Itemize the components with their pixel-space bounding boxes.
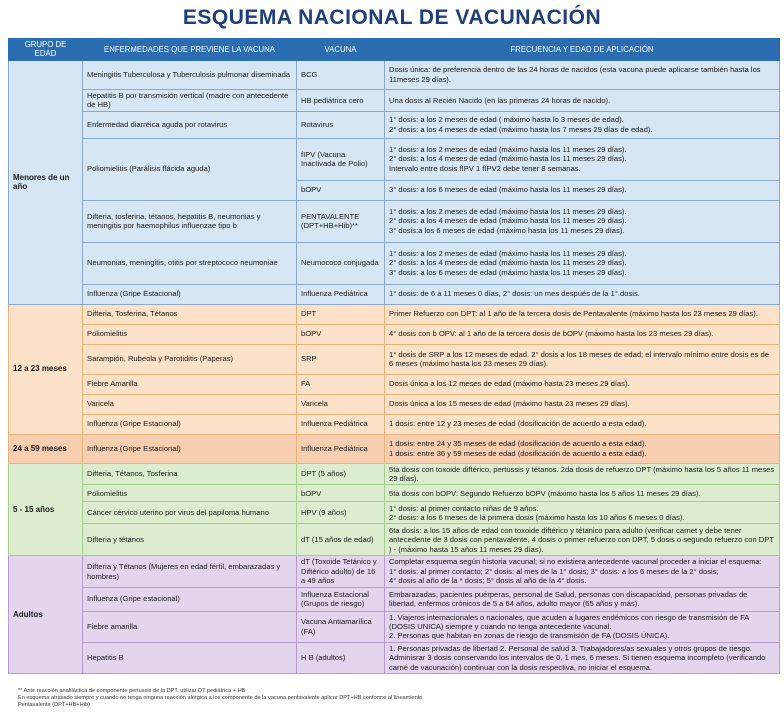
vaccine-cell: Neumococo conjugada <box>297 242 385 284</box>
table-row <box>9 524 780 556</box>
vaccine-cell: Vacuna Antiamarílica (FA) <box>297 611 385 642</box>
table-row <box>9 434 780 463</box>
frequency-cell: 3° dosis: a los 6 meses de edad (máximo hasta los 11 meses 29 días). <box>385 180 780 200</box>
vaccine-cell: FA <box>297 374 385 394</box>
frequency-cell: 1 dosis: entre 24 y 35 meses de edad (dosificación de acuerdo a esta edad). 1 dosis: entre 36 y 59 meses de edad (dosificación de acuerdo a esta edad). <box>385 434 780 463</box>
age-group-under-one: Menores de un año <box>9 60 83 304</box>
table-row <box>9 611 780 642</box>
table-row <box>9 374 780 394</box>
table-row <box>9 242 780 284</box>
disease-cell: Varicela <box>83 394 297 414</box>
vaccine-cell: bOPV <box>297 180 385 200</box>
frequency-cell: 6ta dosis: a los 15 años de edad con toxoide diftérico y tétanico para adulto (verificar carnet y debe tener antecedente de 3 dosis con pentavalente, 4 dosis o primer refuerzo con DPT, 5 dosis o segundo refuerzo con DPT ) - (máximo hasta 15 años 11 meses 29 días). <box>385 524 780 556</box>
header-diseases: ENFERMEDADES QUE PREVIENE LA VACUNA <box>83 39 297 61</box>
frequency-cell: 1° dosis: al primer contacto niñas de 9 años. 2° dosis: a los 6 meses de la primera dosis (máximo hasta los 10 años 6 meses 0 días). <box>385 502 780 524</box>
disease-cell: Enfermedad diarréica aguda por rotavirus <box>83 111 297 138</box>
frequency-cell: 5ta dosis con bOPV: Segundo Refuerzo bOPV (máximo hasta los 5 años 11 meses 29 días). <box>385 485 780 502</box>
frequency-cell: Dosis única a los 15 meses de edad (máximo hasta 23 meses 29 días). <box>385 394 780 414</box>
table-row <box>9 304 780 324</box>
disease-cell: Sarampión, Rubeola y Parotiditis (Paperas) <box>83 344 297 374</box>
frequency-cell: Dosis única: de preferencia dentro de las 24 horas de nacidos (esta vacuna puede aplicarse también hasta los 11meses 29 días). <box>385 60 780 89</box>
vaccine-cell: dT (Toxoide Tetánico y Diftérico adulto) de 16 a 49 años <box>297 556 385 587</box>
disease-cell: Difteria, Tosferina, Tétanos <box>83 304 297 324</box>
header-age-group: GRUPO DE EDAD <box>9 39 83 61</box>
table-row <box>9 89 780 111</box>
disease-cell: Cáncer cérvico uterino por virus del papiloma humano <box>83 502 297 524</box>
vaccine-cell: Rotavirus <box>297 111 385 138</box>
frequency-cell: 4° dosis con b OPV: al 1 año de la tercera dosis de bOPV (máximo hasta los 23 meses 29 días). <box>385 324 780 344</box>
table-row <box>9 502 780 524</box>
vaccine-cell: Influenza Pediátrica <box>297 434 385 463</box>
vaccination-table <box>8 38 780 674</box>
table-row <box>9 485 780 502</box>
frequency-cell: Dosis única a los 12 meses de edad (máximo hasta 23 meses 29 días). <box>385 374 780 394</box>
vaccine-cell: Influenza Estacional (Grupos de riesgo) <box>297 587 385 611</box>
age-group-5-15-years: 5 - 15 años <box>9 463 83 556</box>
disease-cell: Difteria y tétanos <box>83 524 297 556</box>
table-row <box>9 324 780 344</box>
age-group-adults: Adultos <box>9 556 83 674</box>
disease-cell: Fiebre amarilla <box>83 611 297 642</box>
footnote: En esquema atrasado siempre y cuando no tenga ninguna reacción alérgica a los componente de la vacuna pentavalente aplicar DPT+HB conforme al lineamiento <box>18 695 423 701</box>
table-row <box>9 111 780 138</box>
header-frequency: FRECUENCIA Y EDAD DE APLICACIÓN <box>385 39 780 61</box>
disease-cell: Neumonias, meningitis, otitis por streptococo neumoniae <box>83 242 297 284</box>
vaccine-cell: SRP <box>297 344 385 374</box>
frequency-cell: 1° dosis: a los 2 meses de edad (máximo hasta los 11 meses 29 días). 2° dosis: a los 4 meses de edad (máximo hasta los 11 meses 29 días). 3° dosis: a los 6 meses de edad (máximo hasta los 11 meses 29 días). <box>385 242 780 284</box>
vaccine-cell: DPT (5 años) <box>297 463 385 485</box>
vaccine-cell: Influenza Pediátrica <box>297 414 385 434</box>
table-row <box>9 138 780 180</box>
vaccine-cell: H B (adultos) <box>297 642 385 673</box>
frequency-cell: Embarazadas, pacientes puérperas, personal de Salud, personas con discapacidad, personas privadas de libertad, enfermos crónicos de 5 a 64 años, adulto mayor (65 años y más). <box>385 587 780 611</box>
age-group-24-59-months: 24 a 59 meses <box>9 434 83 463</box>
page-title: ESQUEMA NACIONAL DE VACUNACIÓN <box>182 6 602 29</box>
frequency-cell: 1° dosis de SRP a los 12 meses de edad. 2° dosis a los 18 meses de edad; el intervalo mínimo entre dosis es de 6 meses (máximo hasta los 23 meses 29 días). <box>385 344 780 374</box>
frequency-cell: 1° dosis: a los 2 meses de edad (máximo hasta los 11 meses 29 días). 2° dosis: a los 4 meses de edad (máximo hasta los 11 meses 29 días). Intervalo entre dosis fIPV 1 fIPV2 debe tener 8 semanas. <box>385 138 780 180</box>
table-row <box>9 284 780 304</box>
frequency-cell: Primer Refuerzo con DPT: al 1 año de la tercera dosis de Pentavalente (máximo hasta los 23 meses 29 días). <box>385 304 780 324</box>
table-header-row <box>9 39 780 61</box>
disease-cell: Influenza (Gripe Estacional) <box>83 284 297 304</box>
frequency-cell: Completar esquema según historia vacunal; si no existiera antecedente vacunal proceder a iniciar el esquema: 1° dosis: al primer contacto; 2° dosis: al mes de la 1° dosis; 3° dosis: a los 6 meses de la 2° dosis; 4° dosis al año de la * dosis; 5° dosis al año de la 4° dosis. <box>385 556 780 587</box>
footnote: Pentavalente (DPT+HB+Hib) <box>18 702 90 708</box>
disease-cell: Difteria, tosferina, tétanos, hepatitis B, neumonias y meningitis por haemophilus influenzae tipo b <box>83 200 297 242</box>
footnote: ** Ante reacción anafiláctica de componente pertussis de la DPT, utilizar DT pediátrica + HB <box>18 688 246 694</box>
vaccine-cell: DPT <box>297 304 385 324</box>
table-row <box>9 200 780 242</box>
header-vaccine: VACUNA <box>297 39 385 61</box>
vaccine-cell: fIPV (Vacuna Inactivada de Polio) <box>297 138 385 180</box>
table-row <box>9 556 780 587</box>
vaccine-cell: PENTAVALENTE (DPT+HB+Hib)** <box>297 200 385 242</box>
frequency-cell: 1. Viajeros internacionales o nacionales, que acuden a lugares endémicos con riesgo de transmisión de FA (DOSIS UNICA) siempre y cuando no tenga antecedente vacunal. 2. Personas que habitan en zonas de riesgo de transmisión de FA (DOSIS ÚNICA). <box>385 611 780 642</box>
disease-cell: Meningitis Tuberculosa y Tuberculosis pulmonar diseminada <box>83 60 297 89</box>
vaccine-cell: BCG <box>297 60 385 89</box>
disease-cell: Influenza (Gripe estacional) <box>83 587 297 611</box>
frequency-cell: 5ta dosis con toxoide diftérico, pertussis y tétanos. 2da dosis de refuerzo DPT (máximo hasta los 5 años 11 meses 29 días). <box>385 463 780 485</box>
vaccine-cell: Varicela <box>297 394 385 414</box>
table-row <box>9 60 780 89</box>
table-row <box>9 642 780 673</box>
disease-cell: Poliomielitis <box>83 485 297 502</box>
table-row <box>9 394 780 414</box>
disease-cell: Poliomielitis <box>83 324 297 344</box>
disease-cell: Hepatitis B por transmisión vertical (madre con antecedente de HB) <box>83 89 297 111</box>
disease-cell: Influenza (Gripe Estacional) <box>83 414 297 434</box>
vaccine-cell: Influenza Pediátrica <box>297 284 385 304</box>
disease-cell: Difteria, Tétanos, Tosferina <box>83 463 297 485</box>
frequency-cell: 1° dosis: de 6 a 11 meses 0 días, 2° dosis: un mes después de la 1° dosis. <box>385 284 780 304</box>
vaccine-cell: bOPV <box>297 485 385 502</box>
disease-cell: Fiebre Amarilla <box>83 374 297 394</box>
frequency-cell: 1° dosis: a los 2 meses de edad ( máximo hasta lo 3 meses de edad). 2° dosis: a los 4 meses de edad (máximo hasta los 7 meses 29 días de edad). <box>385 111 780 138</box>
disease-cell: Difteria y Tétanos (Mujeres en edad fértil, embarazadas y hombres) <box>83 556 297 587</box>
age-group-12-23-months: 12 a 23 meses <box>9 304 83 434</box>
frequency-cell: 1 dosis: entre 12 y 23 meses de edad (dosificación de acuerdo a esta edad). <box>385 414 780 434</box>
frequency-cell: 1. Personas privadas de libertad 2. Personal de salud 3. Trabajadores/as sexuales y otros grupos de riesgo. Adminisrar 3 dosis conservando los intervalos de 0, 1 mes, 6 meses. Si tienen esquema incompleto (verificando carné de vacunación) continuar con la dosis respectiva, no iniciar el esquema. <box>385 642 780 673</box>
disease-cell: Hepatitis B <box>83 642 297 673</box>
footnotes <box>18 688 422 709</box>
vaccine-cell: HB pediátrica cero <box>297 89 385 111</box>
vaccine-cell: bOPV <box>297 324 385 344</box>
table-row <box>9 344 780 374</box>
vaccine-cell: HPV (9 años) <box>297 502 385 524</box>
disease-cell: Influenza (Gripe Estacional) <box>83 434 297 463</box>
table-row <box>9 463 780 485</box>
frequency-cell: 1° dosis: a los 2 meses de edad (máximo hasta los 11 meses 29 días). 2° dosis: a los 4 meses de edad (máximo hasta los 11 meses 29 días). 3° dosis:a los 6 meses de edad (máximo hasta los 11 meses 29 días). <box>385 200 780 242</box>
frequency-cell: Una dosis al Recién Nacido (en las primeras 24 horas de nacido). <box>385 89 780 111</box>
disease-cell: Poliomielitis (Parálisis flácida aguda) <box>83 138 297 200</box>
table-row <box>9 587 780 611</box>
table-row <box>9 414 780 434</box>
vaccine-cell: dT (15 años de edad) <box>297 524 385 556</box>
